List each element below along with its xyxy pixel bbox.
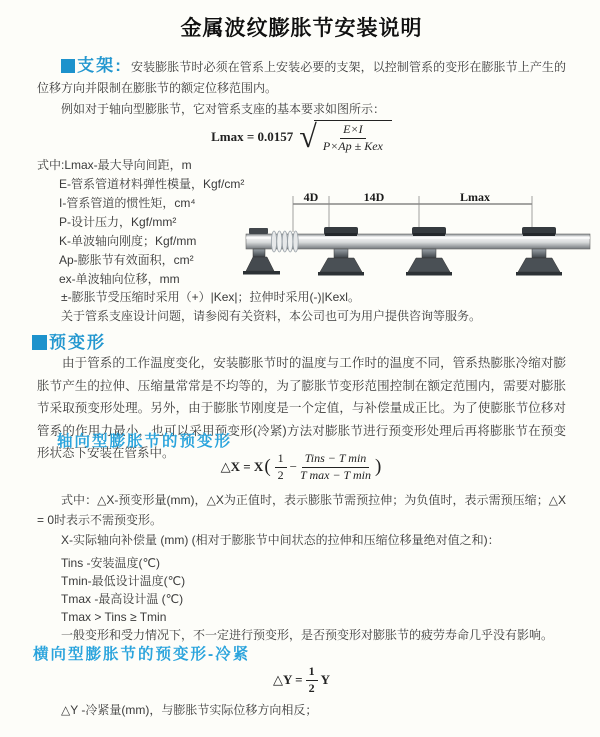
- formula-numerator: E×I: [340, 123, 365, 139]
- page-title: 金属波纹膨胀节安装说明: [180, 17, 423, 40]
- lateral-subheading: 横向型膨胀节的预变形-冷紧: [33, 646, 251, 663]
- definition-item: I-管系管道的惯性矩，cm⁴: [59, 196, 196, 210]
- predeform-section-heading: [37, 328, 566, 353]
- bellows-icon: [271, 231, 298, 252]
- sqrt-sign-icon: √: [299, 118, 317, 155]
- predeform-body-paragraph: 由于管系的工作温度变化，安装膨胀节时的温度与工作时的温度不同，管系热膨胀冷缩对膨胀节产生的拉伸、压缩量常常是不均等的，为了膨胀节变形范围控制在额定范围内，需要对膨胀节采取预变形处理。另外，由于膨胀节刚度是一个定值，与补偿量成正比。为了使膨胀节位移对管系的作用力最小，也可以采用预变形(冷紧)方法对膨胀节进行预变形处理后再将膨胀节在预变形状态下安装在管系中。: [37, 356, 566, 460]
- pipe-support-diagram: [240, 190, 596, 287]
- definition-item: 式中:Lmax-最大导向间距，m: [37, 158, 192, 172]
- section-marker-icon: [61, 59, 75, 73]
- lateral-formula-prefix: △Y =: [273, 672, 303, 688]
- sqrt-radical: [299, 120, 392, 154]
- dim-label-14d: 14D: [363, 190, 385, 204]
- axial-item: Tins -安装温度(℃): [61, 556, 161, 570]
- axial-item: Tmax > Tins ≥ Tmin: [61, 610, 167, 624]
- predeform-heading-text: 预变形: [49, 333, 106, 352]
- axial-variable-list: [37, 531, 566, 644]
- cold-tightening-note: △Y -冷紧量(mm)，与膨胀节实际位移方向相反；: [61, 703, 318, 717]
- axial-item: X-实际轴向补偿量 (mm) (相对于膨胀节中间状态的拉伸和压缩位移量绝对值之和)：: [61, 533, 500, 547]
- dim-label-4d: 4D: [303, 190, 319, 204]
- definition-item: ex-单波轴向位移，mm: [59, 272, 180, 286]
- definition-item: K-单波轴向刚度；Kgf/mm: [59, 234, 197, 248]
- axial-item: Tmin-最低设计温度(℃): [61, 574, 186, 588]
- kex-sign-note: ±-膨胀节受压缩时采用（+）|Kex|；拉伸时采用(-)|Kexl。: [61, 290, 360, 304]
- axial-item: Tmax -最高设计温 (℃): [61, 592, 184, 606]
- formula-denominator: P×Ap ± Kex: [322, 138, 383, 153]
- axial-formula: △X = X ( $\frac{1}{2}$ − $\frac{\text{Tins − T min}}{\text{T max − T min}}$ ): [220, 451, 382, 482]
- definition-item: Ap-膨胀节有效面积，cm²: [59, 253, 194, 267]
- lateral-formula: △Y = $\frac{1}{2}$ Y: [273, 664, 330, 695]
- lmax-formula: [37, 120, 566, 154]
- support-intro-paragraph: [37, 55, 566, 99]
- lateral-formula-suffix: Y: [320, 672, 330, 688]
- definition-item: P-设计压力，Kgf/mm²: [59, 215, 177, 229]
- axial-subheading: 轴向型膨胀节的预变形: [57, 433, 233, 450]
- consulting-note: 关于管系支座设计问题，请参阅有关资料，本公司也可为用户提供咨询等服务。: [61, 309, 482, 323]
- definition-item: E-管系管道材料弹性模量，Kgf/cm²: [59, 177, 245, 191]
- guide-support: [318, 227, 364, 276]
- support-intro-text: 安装膨胀节时必须在管系上安装必要的支架，以控制管系的变形在膨胀节上产生的位移方向并限制在膨胀节的额定位移范围内。: [37, 60, 566, 95]
- guide-support: [516, 227, 562, 276]
- formula-lhs: Lmax = 0.0157: [211, 128, 294, 144]
- guide-support: [406, 227, 452, 276]
- section-marker-icon: [32, 335, 47, 350]
- axial-explain-paragraph: 式中：△X-预变形量(mm)，△X为正值时，表示膨胀节需预拉伸；为负值时，表示需预压缩；△X = 0时表示不需预变形。: [37, 493, 566, 527]
- dim-label-lmax: Lmax: [460, 190, 490, 204]
- pipe-support-diagram-svg: [240, 190, 596, 287]
- axial-item: 一般变形和受力情况下，不一定进行预变形，是否预变形对膨胀节的疲劳寿命几乎没有影响。: [61, 628, 554, 642]
- support-example-line: 例如对于轴向型膨胀节，它对管系支座的基本要求如图所示：: [61, 102, 386, 116]
- support-section-heading: 支架:: [77, 56, 123, 75]
- axial-formula-prefix: △X = X: [220, 459, 264, 475]
